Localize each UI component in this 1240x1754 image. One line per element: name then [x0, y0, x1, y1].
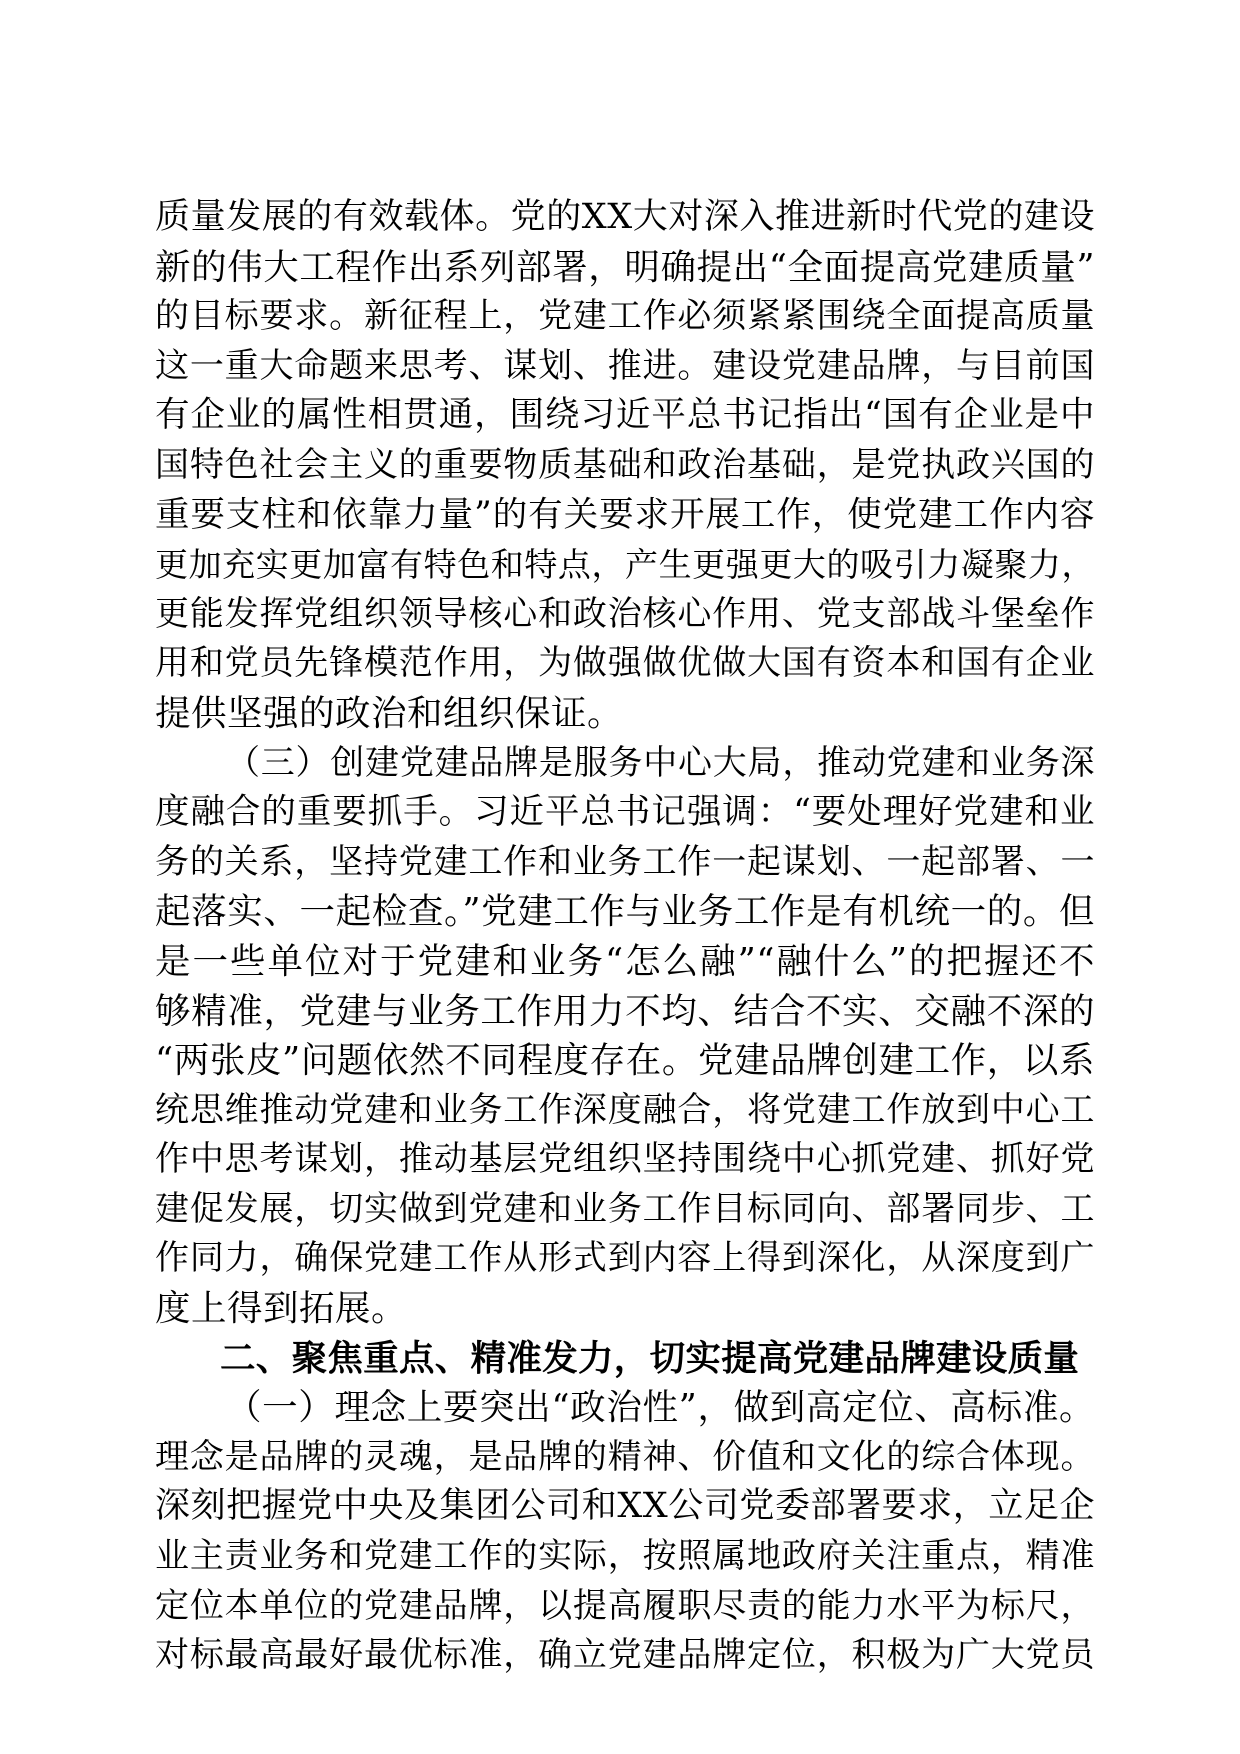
text-line: 重要支柱和依靠力量”的有关要求开展工作，使党建工作内容 [155, 494, 1095, 535]
text-line: 深刻把握党中央及集团公司和XX公司党委部署要求，立足企 [155, 1486, 1095, 1527]
paragraph-start-line: （三）创建党建品牌是服务中心大局，推动党建和业务深 [226, 742, 1095, 783]
text-line: 够精准，党建与业务工作用力不均、结合不实、交融不深的 [155, 990, 1095, 1032]
text-line: 质量发展的有效载体。党的XX大对深入推进新时代党的建设 [155, 197, 1095, 237]
text-line: 对标最高最好最优标准，确立党建品牌定位，积极为广大党员 [155, 1635, 1095, 1676]
text-line: 作同力，确保党建工作从形式到内容上得到深化，从深度到广 [155, 1238, 1095, 1279]
text-line: 提供坚强的政治和组织保证。 [155, 692, 624, 734]
text-line: 作中思考谋划，推动基层党组织坚持围绕中心抓党建、抓好党 [155, 1139, 1095, 1180]
text-line: 更能发挥党组织领导核心和政治核心作用、党支部战斗堡垒作 [155, 593, 1095, 634]
text-line: 理念是品牌的灵魂，是品牌的精神、价值和文化的综合体现。 [155, 1436, 1095, 1477]
text-line: 统思维推动党建和业务工作深度融合，将党建工作放到中心工 [155, 1089, 1095, 1130]
text-line: 这一重大命题来思考、谋划、推进。建设党建品牌，与目前国 [155, 345, 1095, 386]
text-line: 务的关系，坚持党建工作和业务工作一起谋划、一起部署、一 [155, 841, 1095, 882]
text-line: 有企业的属性相贯通，围绕习近平总书记指出“国有企业是中 [155, 395, 1095, 436]
text-line: “两张皮”问题依然不同程度存在。党建品牌创建工作，以系 [155, 1040, 1095, 1082]
text-line: 用和党员先锋模范作用，为做强做优做大国有资本和国有企业 [155, 643, 1095, 684]
text-line: 建促发展，切实做到党建和业务工作目标同向、部署同步、工 [155, 1188, 1095, 1229]
text-line: 起落实、一起检查。”党建工作与业务工作是有机统一的。但 [155, 891, 1095, 933]
body-text [155, 193, 1095, 1681]
paragraph-start-line: （一）理念上要突出“政治性”，做到高定位、高标准。 [226, 1387, 1095, 1429]
text-line: 是一些单位对于党建和业务“怎么融”“融什么”的把握还不 [155, 940, 1095, 982]
text-line: 度上得到拓展。 [155, 1288, 408, 1330]
text-line: 度融合的重要抓手。习近平总书记强调：“要处理好党建和业 [155, 792, 1095, 833]
text-line: 更加充实更加富有特色和特点，产生更强更大的吸引力凝聚力， [155, 545, 1095, 585]
text-line: 的目标要求。新征程上，党建工作必须紧紧围绕全面提高质量 [155, 296, 1095, 337]
text-line: 国特色社会主义的重要物质基础和政治基础，是党执政兴国的 [155, 444, 1095, 485]
text-line: 业主责业务和党建工作的实际，按照属地政府关注重点，精准 [155, 1536, 1095, 1577]
section-heading: 二、聚焦重点、精准发力，切实提高党建品牌建设质量 [220, 1337, 1080, 1379]
text-line: 定位本单位的党建品牌，以提高履职尽责的能力水平为标尺， [155, 1585, 1095, 1626]
text-line: 新的伟大工程作出系列部署，明确提出“全面提高党建质量” [155, 246, 1095, 288]
